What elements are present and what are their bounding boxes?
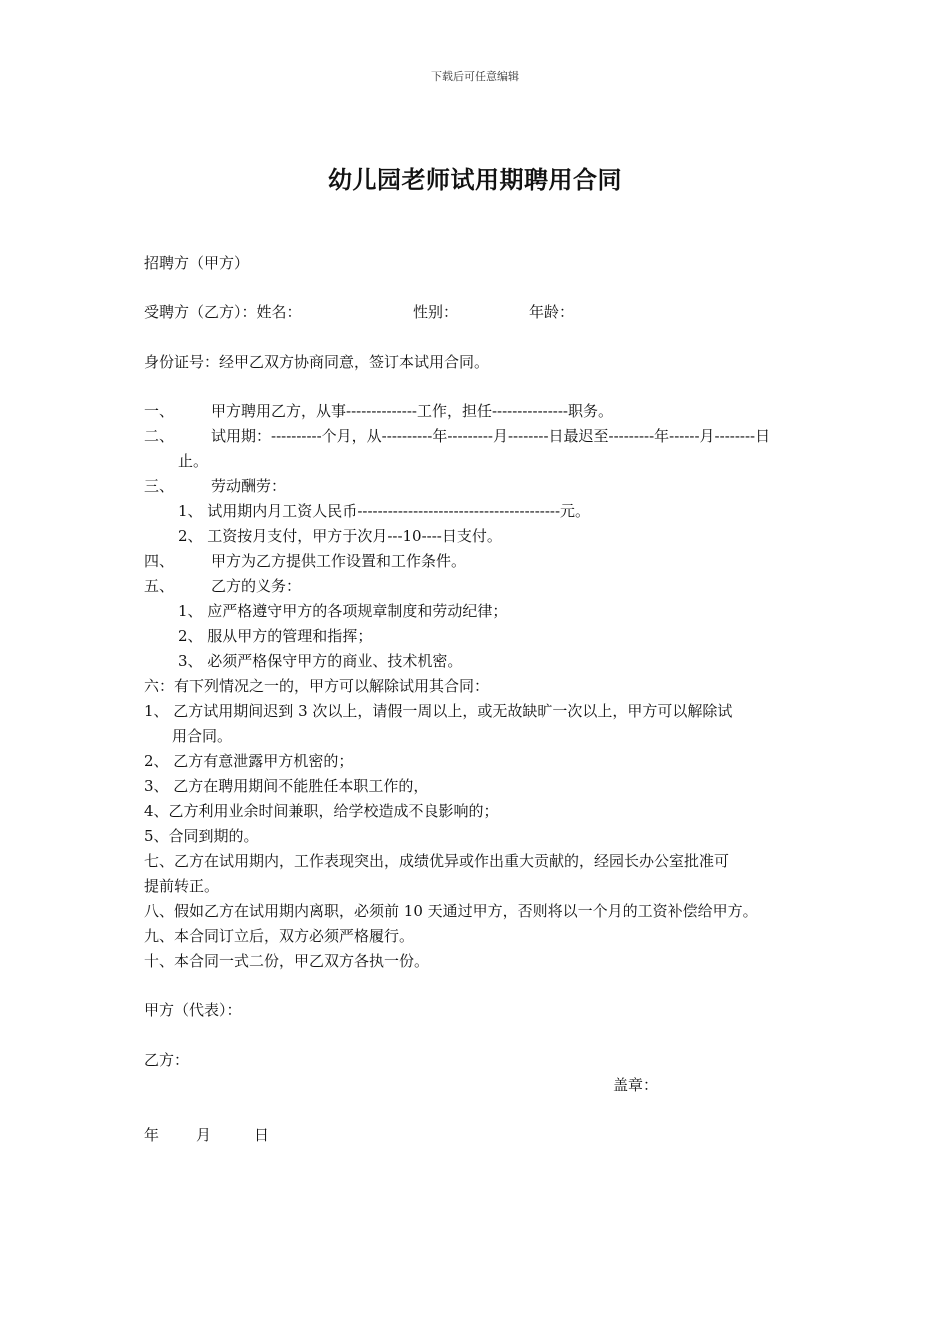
party-b-gender-label: 性别： [413, 303, 459, 321]
section-2-text: 试用期：----------个月，从----------年---------月--------日最迟至---------年------月--------日 [211, 427, 771, 445]
section-4-number: 四、 [144, 552, 175, 570]
section-3-item-1: 1、 试用期内月工资人民币----------------------------------------元。 [178, 502, 591, 520]
section-6-item-1: 1、 乙方试用期间迟到 3 次以上，请假一周以上，或无故缺旷一次以上，甲方可以解除试 [144, 702, 733, 720]
date-year-label: 年 [144, 1126, 160, 1144]
section-6-heading: 六：有下列情况之一的，甲方可以解除试用其合同： [144, 677, 490, 695]
section-6-item-4: 4、乙方利用业余时间兼职，给学校造成不良影响的； [144, 802, 499, 820]
section-4-text: 甲方为乙方提供工作设置和工作条件。 [211, 552, 467, 570]
section-7-continuation: 提前转正。 [144, 877, 220, 895]
section-5-item-1: 1、 应严格遵守甲方的各项规章制度和劳动纪律； [178, 602, 508, 620]
section-2-continuation: 止。 [178, 452, 209, 470]
section-3-number: 三、 [144, 477, 175, 495]
section-1-number: 一、 [144, 402, 175, 420]
section-5-number: 五、 [144, 577, 175, 595]
header-note: 下载后可任意编辑 [431, 70, 519, 83]
section-8-text: 八、假如乙方在试用期内离职，必须前 10 天通过甲方，否则将以一个月的工资补偿给甲方。 [144, 902, 758, 920]
party-a-line: 招聘方（甲方） [144, 254, 250, 272]
party-b-name-label: 受聘方（乙方）：姓名： [144, 303, 302, 321]
section-6-item-5: 5、合同到期的。 [144, 827, 259, 845]
id-number-line: 身份证号：经甲乙双方协商同意，签订本试用合同。 [144, 353, 490, 371]
section-1-text: 甲方聘用乙方，从事--------------工作，担任---------------职务。 [211, 402, 613, 420]
section-6-item-3: 3、 乙方在聘用期间不能胜任本职工作的， [144, 777, 429, 795]
section-3-item-2: 2、 工资按月支付，甲方于次月---10----日支付。 [178, 527, 502, 545]
document-title: 幼儿园老师试用期聘用合同 [328, 166, 622, 194]
section-9-text: 九、本合同订立后，双方必须严格履行。 [144, 927, 415, 945]
date-day-label: 日 [254, 1126, 270, 1144]
section-6-item-1-continuation: 用合同。 [172, 727, 233, 745]
section-10-text: 十、本合同一式二份，甲乙双方各执一份。 [144, 952, 430, 970]
section-5-item-2: 2、 服从甲方的管理和指挥； [178, 627, 373, 645]
party-b-signature-label: 乙方： [144, 1051, 190, 1069]
party-a-representative-label: 甲方（代表）： [144, 1001, 242, 1019]
date-month-label: 月 [196, 1126, 212, 1144]
section-2-number: 二、 [144, 427, 175, 445]
seal-label: 盖章： [613, 1076, 659, 1094]
party-b-age-label: 年龄： [529, 303, 575, 321]
section-5-text: 乙方的义务： [211, 577, 302, 595]
section-7-text: 七、乙方在试用期内，工作表现突出，成绩优异或作出重大贡献的，经园长办公室批准可 [144, 852, 730, 870]
section-6-item-2: 2、 乙方有意泄露甲方机密的； [144, 752, 354, 770]
section-3-text: 劳动酬劳： [211, 477, 287, 495]
section-5-item-3: 3、 必须严格保守甲方的商业、技术机密。 [178, 652, 463, 670]
